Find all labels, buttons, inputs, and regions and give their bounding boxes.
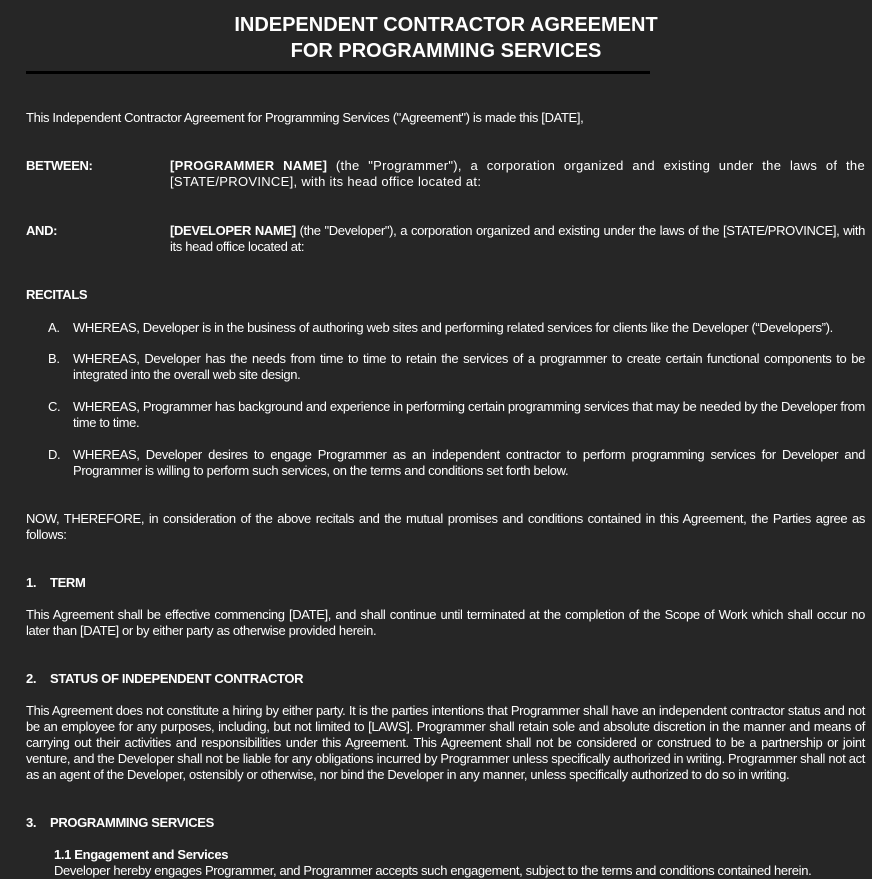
document-title: INDEPENDENT CONTRACTOR AGREEMENT FOR PROGRAMMING SERVICES — [234, 14, 658, 62]
developer-name: [DEVELOPER NAME] — [170, 223, 296, 238]
section-heading-status: 2. STATUS OF INDEPENDENT CONTRACTOR — [26, 671, 304, 686]
subsection-heading: 1.1 Engagement and Services — [54, 847, 229, 862]
intro-paragraph: This Independent Contractor Agreement for Programming Services ("Agreement") is made this [DATE], — [26, 110, 584, 125]
title-divider — [26, 71, 650, 74]
programmer-name: [PROGRAMMER NAME] — [170, 158, 328, 173]
and-label: AND: — [26, 223, 58, 238]
section-heading-programming: 3. PROGRAMMING SERVICES — [26, 815, 214, 830]
now-therefore-paragraph: NOW, THEREFORE, in consideration of the above recitals and the mutual promises and conditions contained in this Agreement, the Parties agree as follows: — [26, 511, 865, 542]
between-party: BETWEEN: [PROGRAMMER NAME] (the "Programmer"), a corporation organized and existing under the laws of the [STATE/PROVINCE], with its head office located at: — [26, 158, 865, 189]
section-text-status: This Agreement does not constitute a hiring by either party. It is the parties intentions that Programmer shall have an independent contractor status and not be an employee for any purposes, including, but not limited to [LAWS]. Programmer shall retain sole and absolute discretion in the manner and means of carrying out their activities and responsibilities under this Agreement. This Agreement shall not be considered or construed to be a partnership or joint venture, and the Developer shall not be liable for any obligations incurred by Programmer unless specifically authorized in writing. Programmer shall not act as an agent of the Developer, ostensibly or otherwise, nor bind the Developer in any manner, unless specifically authorized to do so in writing. — [26, 703, 865, 782]
section-heading-term: 1. TERM — [26, 575, 86, 590]
recitals-heading: RECITALS — [26, 287, 88, 302]
subsection-text: Developer hereby engages Programmer, and Programmer accepts such engagement, subject to the terms and conditions contained herein. — [54, 863, 812, 878]
recitals-list: A. WHEREAS, Developer is in the business of authoring web sites and performing related services for clients like the Developer (“Developers”). B. WHEREAS, Developer has the needs from time to time to retain the services of a programmer to create certain functional components to be integrated into the overall web site design. C. WHEREAS, Programmer has background and experience in performing certain programming services that may be needed by the Developer from time to time. D. WHEREAS, Developer desires to engage Programmer as an independent contractor to perform programming services for Developer and Programmer is willing to perform such services, on the terms and conditions set forth below. — [48, 320, 865, 478]
section-text-term: This Agreement shall be effective commencing [DATE], and shall continue until terminated at the completion of the Scope of Work which shall occur no later than [DATE] or by either party as otherwise provided herein. — [26, 607, 865, 638]
between-label: BETWEEN: — [26, 158, 93, 173]
and-party: AND: [DEVELOPER NAME] (the "Developer"), a corporation organized and existing under the laws of the [STATE/PROVINCE], with its head office located at: — [26, 223, 865, 254]
